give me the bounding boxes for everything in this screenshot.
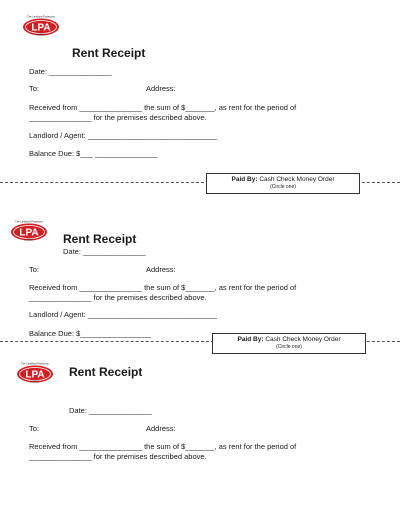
lpa-logo-icon: [16, 361, 54, 383]
svg-text:AGENCY: AGENCY: [29, 380, 41, 383]
circle-one-note: (Circle one): [276, 344, 302, 350]
receipt-1-address: Address:: [146, 84, 176, 93]
svg-text:AGENCY: AGENCY: [35, 33, 47, 36]
svg-text:The Landlord Protection: The Landlord Protection: [27, 15, 55, 19]
receipt-2-balance: Balance Due: $_________________: [29, 329, 152, 338]
svg-text:The Landlord Protection: The Landlord Protection: [21, 362, 49, 366]
paid-by-label: Paid By:: [231, 176, 258, 183]
receipt-1-to: To:: [29, 84, 40, 93]
receipt-1-title: Rent Receipt: [72, 46, 146, 60]
payment-methods: Cash Check Money Order: [265, 336, 341, 343]
receipt-1-balance: Balance Due: $___ _______________: [29, 149, 158, 158]
receipt-3-to: To:: [29, 424, 40, 433]
svg-text:LPA: LPA: [19, 227, 39, 239]
payment-methods: Cash Check Money Order: [259, 176, 335, 183]
receipt-3-received-line2: _______________ for the premises described above.: [29, 452, 207, 461]
receipt-3-address: Address:: [146, 424, 176, 433]
svg-text:LPA: LPA: [25, 369, 45, 381]
svg-text:LPA: LPA: [31, 22, 51, 34]
receipt-1-landlord: Landlord / Agent: _______________________________: [29, 131, 218, 140]
receipt-3-title: Rent Receipt: [69, 365, 143, 379]
receipt-1-date: Date: _______________: [29, 67, 112, 76]
receipt-2-received-line1: Received from _______________ the sum of $_______, as rent for the period of: [29, 283, 297, 292]
receipt-2-date: Date: _______________: [63, 247, 146, 256]
receipt-1-received-line2: _______________ for the premises described above.: [29, 113, 207, 122]
receipt-2-payment-box: [212, 333, 366, 354]
receipt-3-date: Date: _______________: [69, 406, 152, 415]
svg-text:AGENCY: AGENCY: [23, 238, 35, 241]
svg-text:The Landlord Protection: The Landlord Protection: [15, 220, 43, 224]
receipt-2-to: To:: [29, 265, 40, 274]
lpa-logo-icon: [10, 219, 48, 241]
receipt-2-landlord: Landlord / Agent: _______________________________: [29, 310, 218, 319]
receipt-1-payment-box: [206, 173, 360, 194]
circle-one-note: (Circle one): [270, 184, 296, 190]
receipt-2-address: Address:: [146, 265, 176, 274]
receipt-2-title: Rent Receipt: [63, 232, 137, 246]
lpa-logo-icon: [22, 14, 60, 36]
receipt-2-received-line2: _______________ for the premises described above.: [29, 293, 207, 302]
receipt-3-received-line1: Received from _______________ the sum of $_______, as rent for the period of: [29, 442, 297, 451]
receipt-1-received-line1: Received from _______________ the sum of $_______, as rent for the period of: [29, 103, 297, 112]
paid-by-label: Paid By:: [237, 336, 264, 343]
